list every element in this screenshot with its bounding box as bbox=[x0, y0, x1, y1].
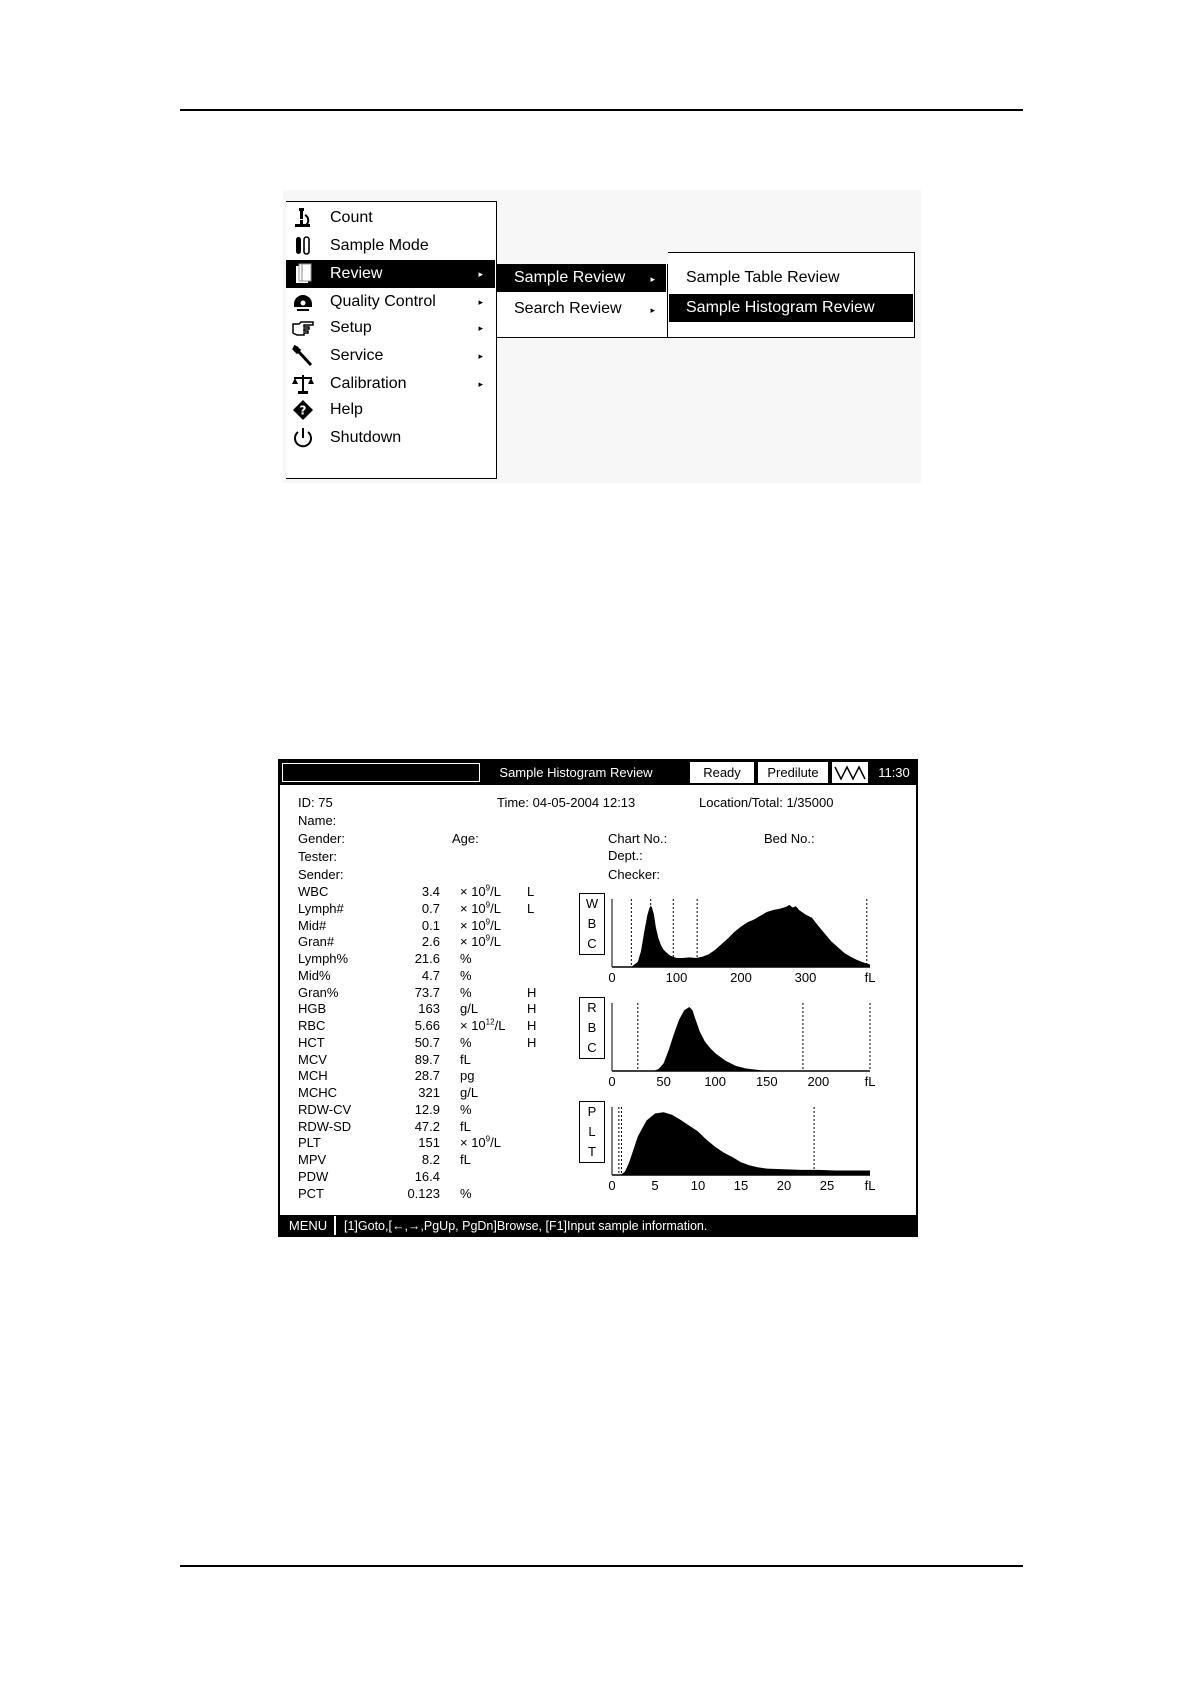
checker-label: Checker: bbox=[608, 867, 661, 882]
menu-item-label: Count bbox=[330, 209, 373, 226]
parameter-row-plt bbox=[298, 1134, 538, 1151]
wbc-distribution-area bbox=[612, 905, 870, 967]
footer-rule bbox=[180, 1565, 1023, 1567]
menu-item-label: Setup bbox=[330, 319, 372, 336]
tick-label: 100 bbox=[704, 1074, 727, 1089]
svg-text:?: ? bbox=[299, 403, 307, 418]
title-bar-blank bbox=[282, 763, 480, 782]
menu-item-service[interactable] bbox=[286, 342, 495, 370]
menu-item-quality-control[interactable] bbox=[286, 288, 495, 316]
microscope-icon bbox=[291, 206, 315, 230]
parameter-name: MCV bbox=[298, 1051, 327, 1067]
sample-id: ID: 75 bbox=[298, 795, 333, 810]
wbc-histogram bbox=[610, 899, 872, 969]
parameter-value: 73.7 bbox=[414, 984, 440, 1000]
parameter-flag: H bbox=[527, 1034, 537, 1050]
submenu-item-label: Search Review bbox=[514, 300, 622, 317]
parameter-value: 3.4 bbox=[421, 884, 440, 899]
parameter-row-rdw-sd bbox=[298, 1118, 538, 1135]
analyzer-screen bbox=[278, 759, 918, 1237]
clock: 11:30 bbox=[878, 765, 910, 780]
parameter-unit: fL bbox=[460, 1118, 471, 1134]
plt-distribution-area bbox=[612, 1112, 870, 1175]
parameter-row-wbc bbox=[298, 883, 538, 900]
parameter-row-lymph- bbox=[298, 950, 538, 967]
tick-label: 300 bbox=[794, 970, 817, 985]
tick-label: 200 bbox=[807, 1074, 830, 1089]
wbc-histogram-label bbox=[579, 893, 605, 955]
parameter-name: RDW-SD bbox=[298, 1118, 352, 1134]
parameter-value: 163 bbox=[418, 1001, 440, 1017]
header-rule bbox=[180, 109, 1023, 111]
parameter-row-gran- bbox=[298, 984, 538, 1001]
parameter-value: 151 bbox=[418, 1135, 440, 1151]
histogram-label-letter: P bbox=[587, 1104, 597, 1119]
sample-time: Time: 04-05-2004 12:13 bbox=[497, 795, 636, 810]
parameter-row-mid- bbox=[298, 967, 538, 984]
plt-histogram-label bbox=[579, 1101, 605, 1163]
parameter-value: 2.6 bbox=[421, 934, 440, 950]
histogram-label-letter: L bbox=[588, 1124, 596, 1139]
tick-label: 0 bbox=[608, 1178, 616, 1193]
parameter-unit: × $10^9/L$ bbox=[460, 883, 501, 899]
menu-item-label: Help bbox=[330, 401, 363, 418]
review-submenu bbox=[497, 264, 668, 338]
tubes-icon bbox=[291, 234, 315, 258]
parameter-row-hgb bbox=[298, 1000, 538, 1017]
tick-label: 0 bbox=[608, 1074, 616, 1089]
tick-label: 20 bbox=[776, 1178, 792, 1193]
menu-item-shutdown[interactable] bbox=[286, 424, 495, 452]
parameter-unit: × $10^9/L$ bbox=[460, 917, 501, 933]
mode-indicator: Predilute bbox=[758, 762, 828, 783]
tick-label: 150 bbox=[755, 1074, 778, 1089]
hand-pointer-icon bbox=[291, 316, 315, 340]
tester-label: Tester: bbox=[298, 849, 338, 864]
parameter-value: 0.123 bbox=[407, 1185, 440, 1201]
parameter-flag: H bbox=[527, 1001, 537, 1017]
parameter-value: 50.7 bbox=[414, 1034, 440, 1050]
tick-label: 10 bbox=[690, 1178, 706, 1193]
parameter-unit: × $10^{12}/L$ bbox=[460, 1017, 506, 1033]
parameter-unit: % bbox=[460, 1185, 472, 1201]
parameter-flag: H bbox=[527, 984, 537, 1000]
parameter-value: 0.7 bbox=[421, 900, 440, 916]
parameter-name: PDW bbox=[298, 1168, 329, 1184]
parameter-flag: L bbox=[527, 900, 535, 916]
submenu-arrow-icon: ▸ bbox=[478, 351, 483, 361]
parameter-name: PLT bbox=[298, 1135, 321, 1151]
dept-label: Dept.: bbox=[608, 848, 643, 863]
tick-label: 200 bbox=[730, 970, 752, 985]
parameter-name: RBC bbox=[298, 1018, 326, 1033]
sample-review-submenu bbox=[668, 252, 915, 338]
rbc-histogram bbox=[610, 1003, 872, 1073]
gender-label: Gender: bbox=[298, 831, 345, 846]
histogram-label-letter: T bbox=[588, 1144, 596, 1159]
parameter-unit: % bbox=[460, 1101, 472, 1117]
menu-item-label: Sample Mode bbox=[330, 237, 429, 254]
parameter-row-mcv bbox=[298, 1051, 538, 1068]
parameter-row-pdw bbox=[298, 1168, 538, 1185]
submenu-item-search-review[interactable] bbox=[497, 295, 666, 323]
parameter-unit: g/L bbox=[460, 1001, 479, 1017]
menu-item-review[interactable] bbox=[286, 260, 495, 288]
menu-item-calibration[interactable] bbox=[286, 370, 495, 398]
parameter-name: RDW-CV bbox=[298, 1101, 352, 1117]
parameter-row-pct bbox=[298, 1185, 538, 1202]
tick-label: fL bbox=[864, 970, 876, 985]
submenu-item-sample-review[interactable] bbox=[497, 264, 666, 292]
parameter-flag: L bbox=[527, 884, 535, 899]
histogram-label-letter: R bbox=[587, 1000, 597, 1015]
parameter-value: 89.7 bbox=[414, 1051, 440, 1067]
parameter-value: 12.9 bbox=[414, 1101, 440, 1117]
bed-no-label: Bed No.: bbox=[764, 831, 815, 846]
parameter-name: Lymph% bbox=[298, 951, 349, 966]
parameter-name: WBC bbox=[298, 884, 329, 899]
parameter-name: HGB bbox=[298, 1001, 327, 1017]
parameter-name: Mid% bbox=[298, 967, 331, 983]
sender-label: Sender: bbox=[298, 867, 344, 882]
tick-label: 100 bbox=[665, 970, 688, 985]
parameter-unit: % bbox=[460, 967, 472, 983]
tick-label: 0 bbox=[608, 970, 616, 985]
menu-item-label: Quality Control bbox=[330, 293, 436, 310]
help-icon bbox=[291, 398, 315, 422]
parameter-name: MCHC bbox=[298, 1085, 337, 1100]
parameter-unit: × $10^9/L$ bbox=[460, 1134, 501, 1151]
menu-item-count[interactable] bbox=[286, 204, 495, 232]
waveform-icon bbox=[832, 762, 868, 783]
submenu-item-label: Sample Histogram Review bbox=[686, 299, 875, 316]
menu-item-label: Calibration bbox=[330, 375, 407, 392]
parameter-value: 16.4 bbox=[414, 1168, 440, 1184]
tick-label: fL bbox=[864, 1178, 876, 1193]
tick-label: 15 bbox=[733, 1178, 749, 1193]
submenu-item-sample-table-review[interactable] bbox=[669, 264, 913, 292]
parameter-name: MCH bbox=[298, 1068, 328, 1084]
book-icon bbox=[291, 262, 315, 286]
parameter-flag: H bbox=[527, 1018, 537, 1033]
parameter-name: Gran% bbox=[298, 984, 339, 1000]
histogram-label-letter: B bbox=[587, 916, 597, 931]
submenu-item-label: Sample Review bbox=[514, 269, 626, 286]
parameter-row-mpv bbox=[298, 1151, 538, 1168]
parameter-unit: fL bbox=[460, 1152, 471, 1167]
sample-location: Location/Total: 1/35000 bbox=[699, 795, 834, 810]
parameter-name: Mid# bbox=[298, 917, 327, 933]
menu-button[interactable]: MENU bbox=[282, 1216, 336, 1235]
balance-icon bbox=[291, 372, 315, 396]
wrench-icon bbox=[291, 344, 315, 368]
menu-item-label: Shutdown bbox=[330, 429, 402, 446]
parameter-name: Lymph# bbox=[298, 900, 344, 916]
histogram-label-letter: C bbox=[587, 1040, 597, 1055]
menu-item-help[interactable] bbox=[286, 396, 495, 424]
tick-label: fL bbox=[864, 1074, 876, 1089]
parameter-unit: × $10^9/L$ bbox=[460, 933, 501, 950]
submenu-arrow-icon: ▸ bbox=[478, 297, 483, 307]
parameter-name: Gran# bbox=[298, 934, 335, 950]
parameter-value: 47.2 bbox=[414, 1118, 440, 1134]
parameter-row-rdw-cv bbox=[298, 1101, 538, 1118]
menu-item-setup[interactable] bbox=[286, 314, 495, 342]
parameter-unit: × $10^9/L$ bbox=[460, 900, 501, 916]
submenu-arrow-icon: ▸ bbox=[650, 274, 655, 284]
histogram-label-letter: W bbox=[585, 896, 599, 911]
parameter-row-mid- bbox=[298, 917, 538, 934]
parameter-row-rbc bbox=[298, 1017, 538, 1034]
parameter-value: 8.2 bbox=[421, 1152, 440, 1167]
qc-icon bbox=[291, 290, 315, 314]
title-bar bbox=[280, 761, 916, 785]
menu-item-label: Review bbox=[330, 265, 383, 282]
parameter-row-gran- bbox=[298, 933, 538, 950]
parameter-value: 5.66 bbox=[414, 1018, 440, 1033]
key-hint: [1]Goto,[←,→,PgUp, PgDn]Browse, [F1]Input sample information. bbox=[344, 1219, 708, 1233]
submenu-item-label: Sample Table Review bbox=[686, 269, 840, 286]
parameter-unit: g/L bbox=[460, 1085, 479, 1100]
parameter-name: MPV bbox=[298, 1152, 327, 1167]
submenu-item-sample-histogram-review[interactable] bbox=[669, 294, 913, 322]
parameter-row-lymph- bbox=[298, 900, 538, 917]
parameter-name: HCT bbox=[298, 1034, 325, 1050]
parameter-unit: % bbox=[460, 1034, 472, 1050]
age-label: Age: bbox=[452, 831, 479, 846]
power-icon bbox=[291, 426, 315, 450]
screen-title: Sample Histogram Review bbox=[499, 765, 653, 780]
tick-label: 25 bbox=[819, 1178, 835, 1193]
tick-label: 5 bbox=[651, 1178, 659, 1193]
parameter-value: 21.6 bbox=[414, 951, 440, 966]
submenu-arrow-icon: ▸ bbox=[478, 379, 483, 389]
parameter-unit: % bbox=[460, 984, 472, 1000]
parameter-row-mch bbox=[298, 1067, 538, 1084]
histogram-label-letter: B bbox=[587, 1020, 597, 1035]
menu-item-sample-mode[interactable] bbox=[286, 232, 495, 260]
submenu-arrow-icon: ▸ bbox=[650, 305, 655, 315]
parameter-unit: % bbox=[460, 951, 472, 966]
submenu-arrow-icon: ▸ bbox=[478, 323, 483, 333]
parameter-name: PCT bbox=[298, 1185, 324, 1201]
main-menu bbox=[286, 201, 497, 479]
tick-label: 50 bbox=[656, 1074, 671, 1089]
status-bar bbox=[280, 1215, 916, 1237]
submenu-arrow-icon: ▸ bbox=[478, 269, 483, 279]
parameter-unit: pg bbox=[460, 1068, 475, 1084]
parameter-value: 4.7 bbox=[421, 967, 440, 983]
histogram-label-letter: C bbox=[587, 936, 597, 951]
parameter-row-hct bbox=[298, 1034, 538, 1051]
rbc-histogram-label bbox=[579, 997, 605, 1059]
rbc-distribution-area bbox=[612, 1007, 870, 1071]
parameter-value: 0.1 bbox=[421, 917, 440, 933]
menu-item-label: Service bbox=[330, 347, 384, 364]
name-label: Name: bbox=[298, 813, 337, 828]
status-indicator: Ready bbox=[690, 762, 754, 783]
parameter-row-mchc bbox=[298, 1084, 538, 1101]
parameter-unit: fL bbox=[460, 1051, 471, 1067]
parameter-value: 321 bbox=[418, 1085, 440, 1100]
parameter-value: 28.7 bbox=[414, 1068, 440, 1084]
chart-no-label: Chart No.: bbox=[608, 831, 668, 846]
plt-histogram bbox=[610, 1107, 872, 1177]
